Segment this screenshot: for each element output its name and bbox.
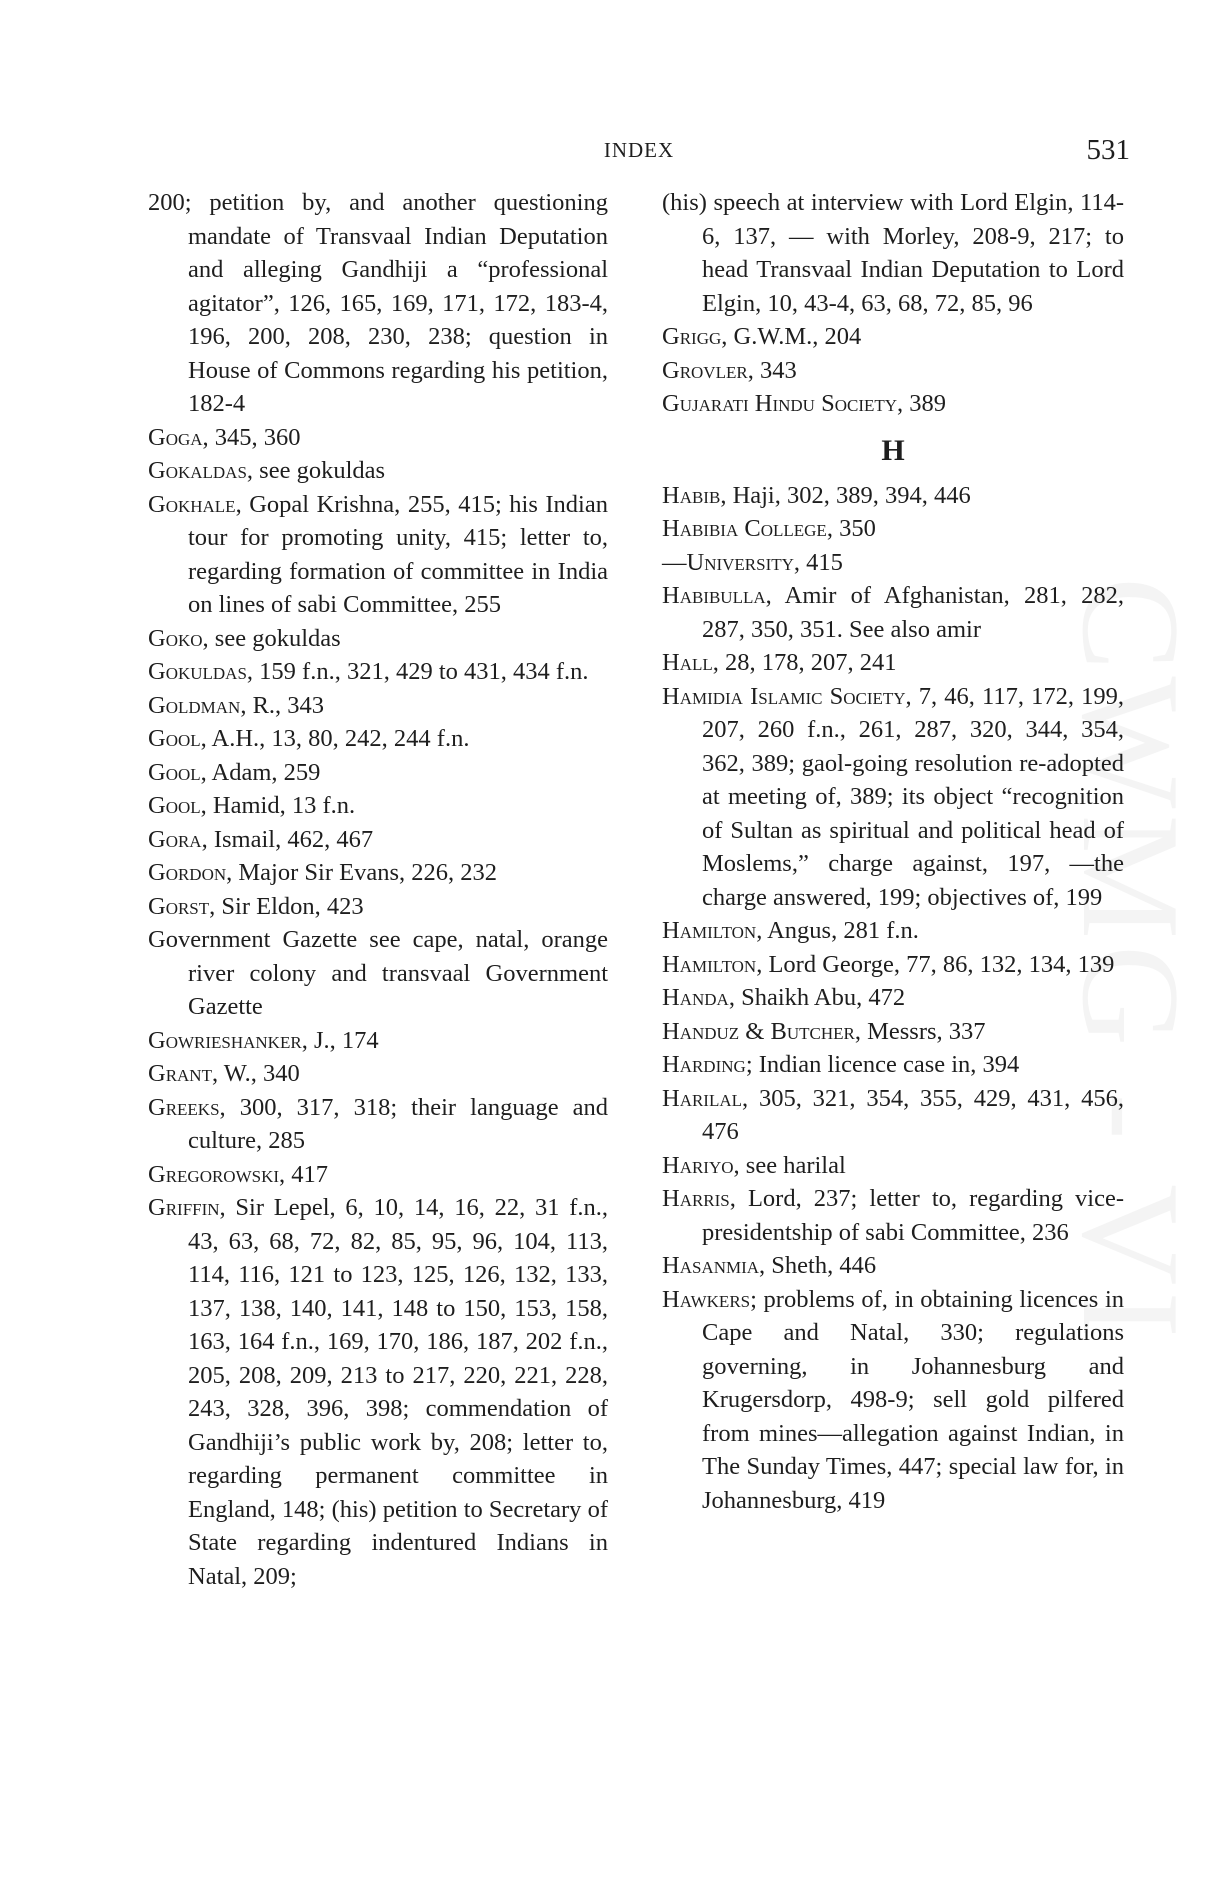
index-entry <box>662 1182 1124 1249</box>
index-entry <box>662 1082 1124 1149</box>
entry-heading: Handa <box>662 984 729 1011</box>
entry-heading: Habibulla <box>662 582 766 609</box>
entry-heading: Habib <box>662 481 721 509</box>
entry-heading: Gorst <box>148 892 210 920</box>
index-entry <box>662 479 1124 513</box>
entry-heading: Grant <box>148 1060 212 1087</box>
entry-text: , 415 <box>793 548 843 576</box>
index-entry <box>148 823 608 857</box>
entry-heading: Griffin <box>148 1194 220 1221</box>
index-entry <box>148 488 608 622</box>
entry-text: , Angus, 281 f.n. <box>756 917 919 944</box>
entry-heading: Hamilton <box>662 950 757 978</box>
index-entry <box>662 1283 1124 1518</box>
entry-text: , 159 f.n., 321, 429 to 431, 434 f.n. <box>246 658 589 685</box>
entry-heading: Gool <box>148 792 201 819</box>
entry-heading: Hawkers <box>662 1285 751 1313</box>
entry-heading: Handuz & Butcher <box>662 1017 855 1045</box>
entry-text: , Gopal Krishna, 255, 415; his Indian tour for promoting unity, 415; letter to, regarding formation of committee in India on lines of sabi Committee, 255 <box>188 490 608 618</box>
entry-text: , Amir of Afghanistan, 281, 282, 287, 350, 351. See also amir <box>702 582 1124 643</box>
entry-text: , Shaikh Abu, 472 <box>728 984 906 1011</box>
entry-heading: Gordon <box>148 859 227 886</box>
entry-heading: Gujarati Hindu Society <box>662 390 898 417</box>
entry-text: ; Indian licence case in, 394 <box>745 1051 1020 1078</box>
entry-heading: Grigg <box>662 323 722 350</box>
entry-heading: Gowrieshanker <box>148 1026 302 1054</box>
entry-heading: Hariyo <box>662 1151 734 1179</box>
index-entry <box>662 914 1124 948</box>
index-entry <box>662 981 1124 1015</box>
entry-text: , 345, 360 <box>202 423 301 451</box>
entry-heading: Gora <box>148 825 202 853</box>
entry-text: Government Gazette see cape, natal, orange river colony and transvaal Government Gazette <box>148 926 608 1020</box>
entry-text: , see harilal <box>733 1151 846 1179</box>
entry-heading: Goko <box>148 624 203 652</box>
entry-text: , Lord George, 77, 86, 132, 134, 139 <box>756 950 1115 978</box>
entry-heading: Goga <box>148 423 203 451</box>
entry-text: , G.W.M., 204 <box>721 323 862 350</box>
index-entry <box>662 646 1124 680</box>
entry-text: , Adam, 259 <box>200 758 321 786</box>
entry-heading: Gokuldas <box>148 658 247 685</box>
index-entry <box>148 722 608 756</box>
running-title: INDEX <box>603 138 675 162</box>
index-entry <box>662 512 1124 546</box>
index-entry <box>662 1249 1124 1283</box>
index-entry <box>662 680 1124 915</box>
index-column-right <box>662 186 1124 1517</box>
entry-text: , Messrs, 337 <box>854 1017 986 1045</box>
section-letter: H <box>881 433 905 467</box>
index-entry <box>148 1158 608 1192</box>
index-entry <box>662 320 1124 354</box>
running-head <box>148 134 1130 170</box>
index-entry <box>148 1024 608 1058</box>
index-entry <box>662 546 1124 580</box>
entry-text: , see gokuldas <box>246 457 386 484</box>
entry-heading: Greeks <box>148 1093 220 1121</box>
index-entry <box>148 689 608 723</box>
entry-text: , see gokuldas <box>202 624 341 652</box>
entry-text: , Hamid, 13 f.n. <box>200 792 356 819</box>
entry-text: , 28, 178, 207, 241 <box>712 649 897 676</box>
entry-heading: Gool <box>148 725 201 752</box>
index-entry <box>662 948 1124 982</box>
index-entry <box>662 1149 1124 1183</box>
entry-text: , 7, 46, 117, 172, 199, 207, 260 f.n., 261, 287, 320, 344, 354, 362, 389; gaol-going resolution re-adopted at meeting of, 389; its object “recognition of Sultan as spiritual and political head of Moslems,” charge against, 197, —the charge answered, 199; objectives of, 199 <box>702 682 1124 911</box>
page-number: 531 <box>1086 134 1130 166</box>
entry-heading: Hamilton <box>662 917 757 944</box>
entry-text: , W., 340 <box>211 1060 300 1087</box>
entry-text: , Sheth, 446 <box>759 1252 877 1279</box>
index-entry <box>148 421 608 455</box>
entry-heading: Harris <box>662 1185 730 1212</box>
entry-text: , 300, 317, 318; their language and culture, 285 <box>188 1093 608 1154</box>
entry-heading: Gregorowski <box>148 1160 280 1188</box>
index-column-left <box>148 186 608 1593</box>
entry-text: , Sir Lepel, 6, 10, 14, 16, 22, 31 f.n., 43, 63, 68, 72, 82, 85, 95, 96, 104, 113, 114, 116, 121 to 123, 125, 126, 132, 133, 137, 138, 140, 141, 148 to 150, 153, 158, 163, 164 f.n., 169, 170, 186, 187, 202 f.n., 205, 208, 209, 213 to 217, 220, 221, 228, 243, 328, 396, 398; commendation of Gandhiji’s public work by, 208; letter to, regarding permanent committee in England, 148; (his) petition to Secretary of State regarding indentured Indians in Natal, 209; <box>188 1194 608 1590</box>
entry-heading: —University <box>662 548 794 576</box>
index-entry <box>148 789 608 823</box>
entry-text: , 343 <box>747 356 797 384</box>
entry-heading: Harilal <box>662 1084 743 1112</box>
entry-heading: Hasanmia <box>662 1252 760 1279</box>
entry-text: , Sir Eldon, 423 <box>209 892 364 920</box>
entry-text: , R., 343 <box>240 691 325 719</box>
entry-text: (his) speech at interview with Lord Elgin, 114-6, 137, — with Morley, 208-9, 217; to head Transvaal Indian Deputation to Lord Elgin, 10, 43-4, 63, 68, 72, 85, 96 <box>662 189 1124 317</box>
entry-text: , Lord, 237; letter to, regarding vice-presidentship of sabi Committee, 236 <box>702 1185 1124 1246</box>
entry-text: , Major Sir Evans, 226, 232 <box>226 859 497 886</box>
index-entry <box>148 890 608 924</box>
index-entry <box>148 186 608 421</box>
entry-text: , 417 <box>279 1160 329 1188</box>
index-entry <box>662 1048 1124 1082</box>
index-entry <box>148 756 608 790</box>
entry-heading: Goldman <box>148 691 241 719</box>
entry-text: , 389 <box>897 390 947 417</box>
entry-text: , Ismail, 462, 467 <box>201 825 374 853</box>
index-entry <box>662 387 1124 421</box>
entry-heading: Hamidia Islamic Society <box>662 682 906 710</box>
entry-heading: Habibia College <box>662 515 827 542</box>
entry-text: , 305, 321, 354, 355, 429, 431, 456, 476 <box>702 1084 1124 1145</box>
entry-text: 200; petition by, and another questioning mandate of Transvaal Indian Deputation and alleging Gandhiji a “professional agitator”, 126, 165, 169, 171, 172, 183-4, 196, 200, 208, 230, 238; question in House of Commons regarding his petition, 182-4 <box>148 189 608 417</box>
index-entry <box>148 1091 608 1158</box>
index-entry <box>148 856 608 890</box>
index-entry <box>662 186 1124 320</box>
entry-heading: Gokaldas <box>148 457 247 484</box>
entry-text: , J., 174 <box>301 1026 379 1054</box>
index-entry <box>148 622 608 656</box>
index-entry <box>662 579 1124 646</box>
entry-heading: Grovler <box>662 356 748 384</box>
entry-heading: Harding <box>662 1051 746 1078</box>
index-entry <box>148 1191 608 1593</box>
entry-text: ; problems of, in obtaining licences in Cape and Natal, 330; regulations governing, in Johannesburg and Krugersdorp, 498-9; sell gold pilfered from mines—allegation against Indian, in The Sunday Times, 447; special law for, in Johannesburg, 419 <box>702 1285 1124 1514</box>
index-entry <box>148 923 608 1024</box>
index-entry <box>662 1015 1124 1049</box>
index-entry <box>148 454 608 488</box>
entry-text: , 350 <box>826 515 876 542</box>
index-entry <box>662 354 1124 388</box>
entry-text: , Haji, 302, 389, 394, 446 <box>720 481 971 509</box>
entry-text: , A.H., 13, 80, 242, 244 f.n. <box>200 725 470 752</box>
entry-heading: Gool <box>148 758 201 786</box>
index-entry <box>148 655 608 689</box>
index-entry <box>148 1057 608 1091</box>
entry-heading: Hall <box>662 649 713 676</box>
entry-heading: Gokhale <box>148 490 236 518</box>
